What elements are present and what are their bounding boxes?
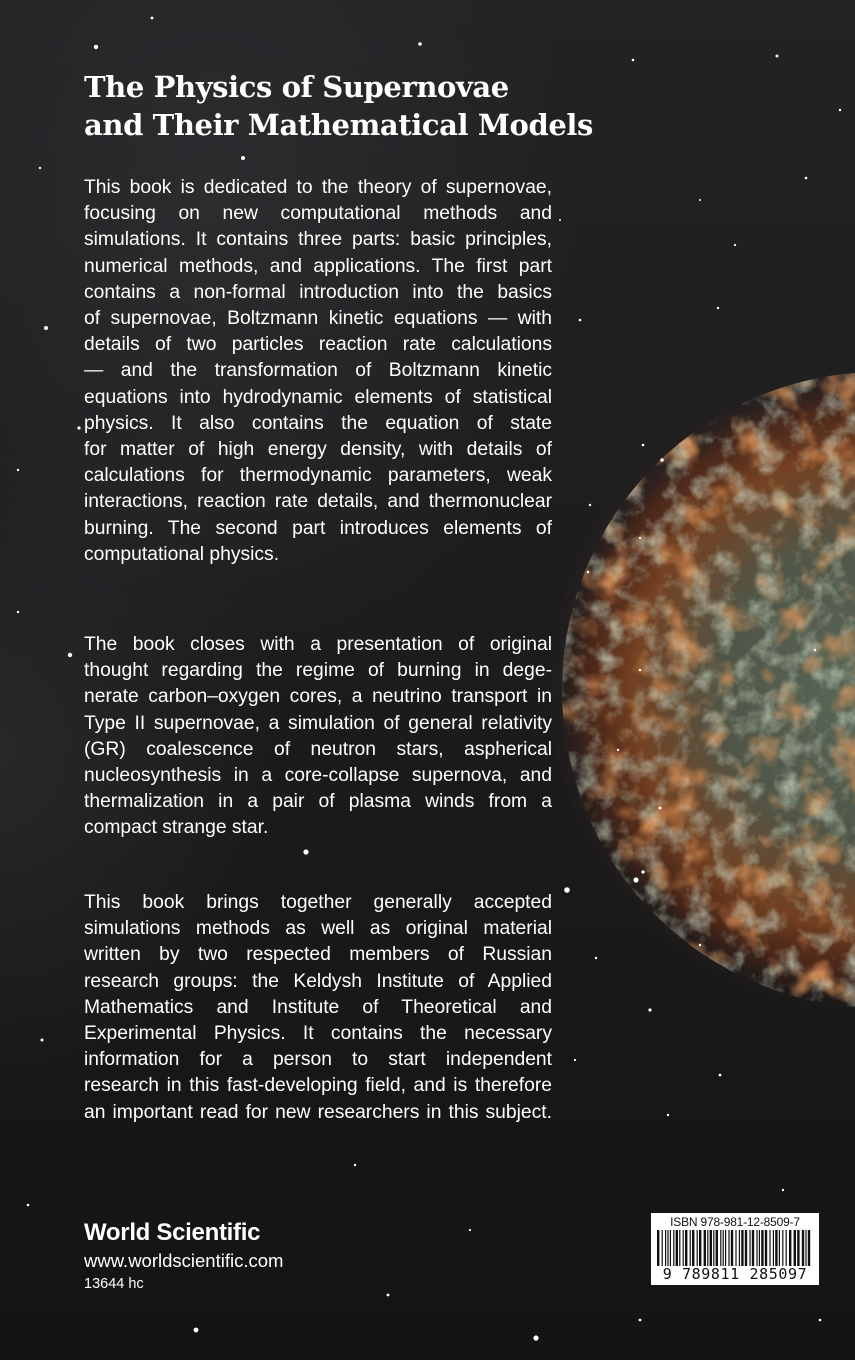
barcode-bar bbox=[723, 1230, 724, 1266]
barcode-bar bbox=[707, 1230, 708, 1266]
barcode-bar bbox=[683, 1230, 684, 1266]
description-paragraph-2 bbox=[84, 632, 552, 842]
barcode-bar bbox=[731, 1230, 733, 1266]
text-line: thought regarding the regime of burning in dege- bbox=[84, 660, 552, 682]
barcode-bar bbox=[797, 1230, 799, 1266]
text-line: Mathematics and Institute of Theoretical and bbox=[84, 996, 552, 1018]
barcode-bar bbox=[761, 1230, 763, 1266]
barcode-bar bbox=[765, 1230, 767, 1266]
barcode-bar bbox=[685, 1230, 687, 1266]
barcode-bar bbox=[657, 1230, 659, 1266]
barcode-bar bbox=[775, 1230, 777, 1266]
text-line: compact strange star. bbox=[84, 817, 269, 839]
barcode-bar bbox=[716, 1230, 718, 1266]
barcode-bar bbox=[676, 1230, 678, 1266]
text-line: nerate carbon–oxygen cores, a neutrino transport in bbox=[84, 686, 552, 708]
barcode-bar bbox=[692, 1230, 694, 1266]
text-line: an important read for new researchers in this subject. bbox=[84, 1101, 552, 1123]
publisher-block bbox=[84, 1218, 283, 1294]
text-line: physics. It also contains the equation of state bbox=[84, 412, 552, 434]
barcode-bar bbox=[699, 1230, 701, 1266]
barcode-bar bbox=[720, 1230, 721, 1266]
description-paragraph-1 bbox=[84, 175, 552, 568]
text-line: nucleosynthesis in a core-collapse supernova, and bbox=[84, 765, 552, 787]
barcode-bar bbox=[713, 1230, 714, 1266]
barcode-bar bbox=[679, 1230, 680, 1266]
barcode-bar bbox=[725, 1230, 726, 1266]
text-line: equations into hydrodynamic elements of statistical bbox=[84, 386, 552, 408]
barcode-bar bbox=[789, 1230, 791, 1266]
barcode-bar bbox=[728, 1230, 729, 1266]
text-line: written by two respected members of Russian bbox=[84, 944, 552, 966]
text-line: numerical methods, and applications. The first part bbox=[84, 255, 552, 277]
barcode-bar bbox=[673, 1230, 674, 1266]
text-line: contains a non-formal introduction into the basics bbox=[84, 281, 552, 303]
barcode-bar bbox=[769, 1230, 770, 1266]
text-line: information for a person to start independent bbox=[84, 1049, 552, 1071]
text-line: research groups: the Keldysh Institute of Applied bbox=[84, 970, 552, 992]
text-line: (GR) coalescence of neutron stars, aspherical bbox=[84, 738, 552, 760]
text-line: details of two particles reaction rate calculations bbox=[84, 334, 552, 356]
text-line: research in this fast-developing field, and is therefore bbox=[84, 1075, 552, 1097]
isbn-digits: 9 789811 285097 bbox=[662, 1265, 808, 1283]
barcode-bar bbox=[665, 1230, 666, 1266]
barcode-bar bbox=[670, 1230, 671, 1266]
barcode-bar bbox=[704, 1230, 706, 1266]
barcode-bar bbox=[749, 1230, 750, 1266]
text-line: This book brings together generally accepted bbox=[84, 892, 552, 913]
barcode-bar bbox=[745, 1230, 747, 1266]
text-line: interactions, reaction rate details, and thermonuclear bbox=[84, 491, 552, 513]
text-line: for matter of high energy density, with details of bbox=[84, 439, 552, 461]
barcode-icon bbox=[655, 1230, 815, 1266]
barcode-bar bbox=[802, 1230, 804, 1266]
text-line: This book is dedicated to the theory of supernovae, bbox=[84, 177, 552, 198]
barcode-bar bbox=[808, 1230, 810, 1266]
text-line: simulations. It contains three parts: basic principles, bbox=[84, 229, 552, 251]
text-line: The book closes with a presentation of original bbox=[84, 634, 552, 655]
book-title bbox=[84, 68, 593, 144]
isbn-label: ISBN 978-981-12-8509-7 bbox=[670, 1215, 800, 1229]
barcode-bar bbox=[779, 1230, 780, 1266]
barcode-bar bbox=[739, 1230, 740, 1266]
text-line: thermalization in a pair of plasma winds from a bbox=[84, 791, 552, 813]
barcode-bar bbox=[782, 1230, 783, 1266]
barcode-bar bbox=[735, 1230, 736, 1266]
text-line: calculations for thermodynamic parameters, weak bbox=[84, 465, 552, 487]
barcode-bar bbox=[805, 1230, 806, 1266]
barcode-bar bbox=[794, 1230, 796, 1266]
barcode-bar bbox=[662, 1230, 663, 1266]
barcode-bar bbox=[697, 1230, 698, 1266]
catalog-code: 13644 hc bbox=[84, 1276, 144, 1292]
text-line: of supernovae, Boltzmann kinetic equations — with bbox=[84, 308, 552, 330]
description-paragraph-3 bbox=[84, 890, 552, 1126]
text-line: computational physics. bbox=[84, 543, 280, 565]
text-line: Type II supernovae, a simulation of general relativity bbox=[84, 712, 552, 734]
barcode-bar bbox=[741, 1230, 743, 1266]
barcode-bar bbox=[759, 1230, 760, 1266]
barcode-bar bbox=[667, 1230, 668, 1266]
title-line: and Their Mathematical Models bbox=[84, 108, 593, 142]
barcode-bar bbox=[752, 1230, 754, 1266]
barcode-bar bbox=[710, 1230, 712, 1266]
text-line: simulations methods as well as original material bbox=[84, 918, 552, 940]
text-line: Experimental Physics. It contains the necessary bbox=[84, 1023, 552, 1045]
publisher-url: www.worldscientific.com bbox=[84, 1250, 284, 1271]
text-line: focusing on new computational methods and bbox=[84, 203, 552, 225]
barcode-bar bbox=[773, 1230, 774, 1266]
barcode-bar bbox=[690, 1230, 691, 1266]
title-line: The Physics of Supernovae bbox=[84, 70, 509, 104]
text-line: — and the transformation of Boltzmann kinetic bbox=[84, 360, 552, 382]
barcode-bar bbox=[756, 1230, 757, 1266]
isbn-barcode-box bbox=[651, 1213, 819, 1285]
publisher-name: World Scientific bbox=[84, 1219, 261, 1246]
text-line: burning. The second part introduces elements of bbox=[84, 517, 552, 539]
barcode-bar bbox=[786, 1230, 787, 1266]
